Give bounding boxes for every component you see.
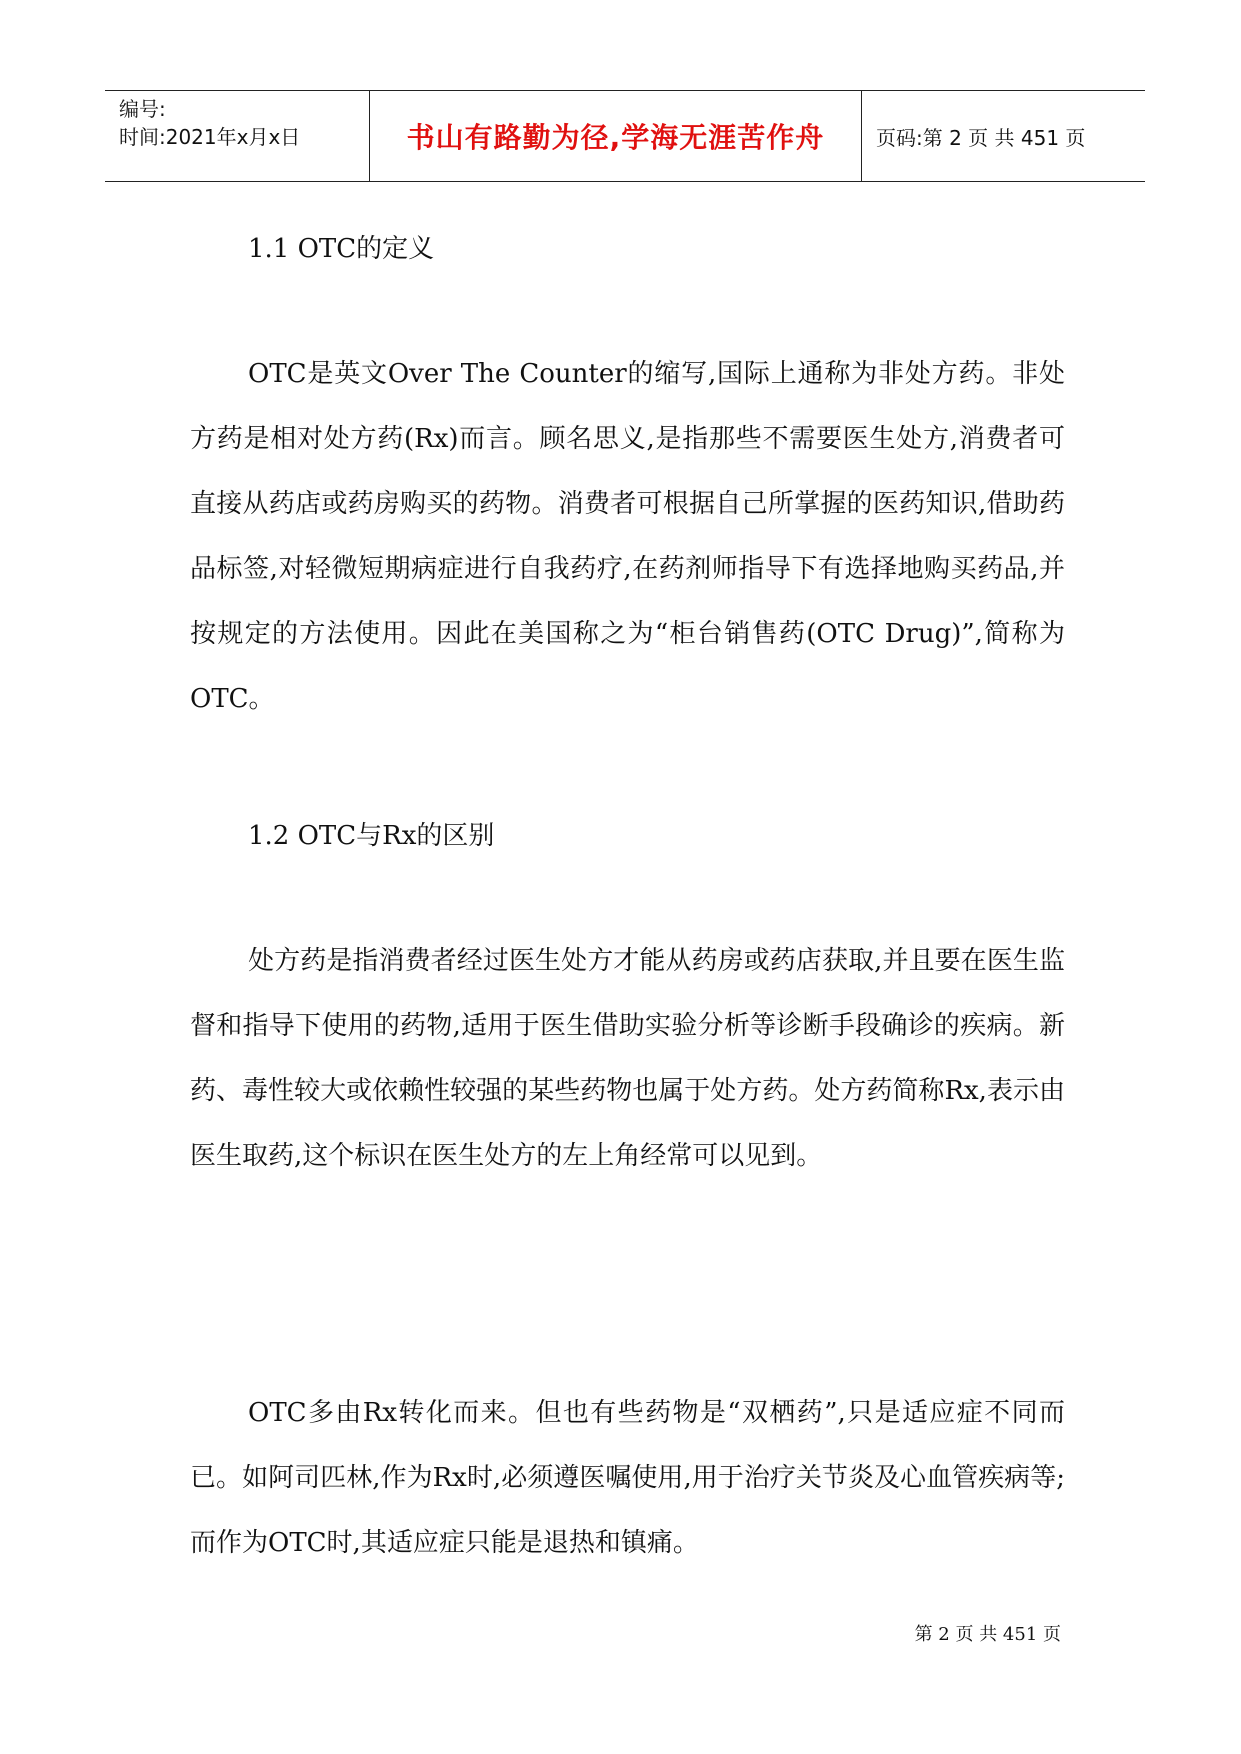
paragraph-otc-definition xyxy=(190,342,1065,732)
paragraph-text: OTC多由Rx转化而来。但也有些药物是“双栖药”,只是适应症不同而已。如阿司匹林,作为Rx时,必须遵医嘱使用,用于治疗关节炎及心血管疾病等;而作为OTC时,其适应症只能是退热和镇痛。 xyxy=(190,1398,1065,1558)
header-meta-cell xyxy=(105,91,370,181)
page-footer: 第 2 页 共 451 页 xyxy=(914,1624,1061,1645)
header-motto-cell xyxy=(370,91,862,181)
header-page-cell xyxy=(862,91,1145,181)
document-time-label: 时间:2021年x月x日 xyxy=(119,125,301,149)
header-table xyxy=(105,90,1145,182)
section-title-1-1: 1.1 OTC的定义 xyxy=(248,234,435,264)
paragraph-prescription-drug xyxy=(190,929,1065,1189)
document-number-label: 编号: xyxy=(119,97,166,121)
paragraph-text: 处方药是指消费者经过医生处方才能从药房或药店获取,并且要在医生监督和指导下使用的药物,适用于医生借助实验分析等诊断手段确诊的疾病。新药、毒性较大或依赖性较强的某些药物也属于处方药。处方药简称Rx,表示由医生取药,这个标识在医生处方的左上角经常可以见到。 xyxy=(190,946,1065,1171)
header-motto: 书山有路勤为径,学海无涯苦作舟 xyxy=(406,121,825,154)
section-title-1-2: 1.2 OTC与Rx的区别 xyxy=(248,821,495,851)
header-page-label: 页码:第 2 页 共 451 页 xyxy=(876,125,1086,150)
paragraph-text: OTC是英文Over The Counter的缩写,国际上通称为非处方药。非处方药是相对处方药(Rx)而言。顾名思义,是指那些不需要医生处方,消费者可直接从药店或药房购买的药物。消费者可根据自己所掌握的医药知识,借助药品标签,对轻微短期病症进行自我药疗,在药剂师指导下有选择地购买药品,并按规定的方法使用。因此在美国称之为“柜台销售药(OTC Drug)”,简称为OTC。 xyxy=(190,359,1065,714)
paragraph-otc-from-rx xyxy=(190,1381,1065,1576)
